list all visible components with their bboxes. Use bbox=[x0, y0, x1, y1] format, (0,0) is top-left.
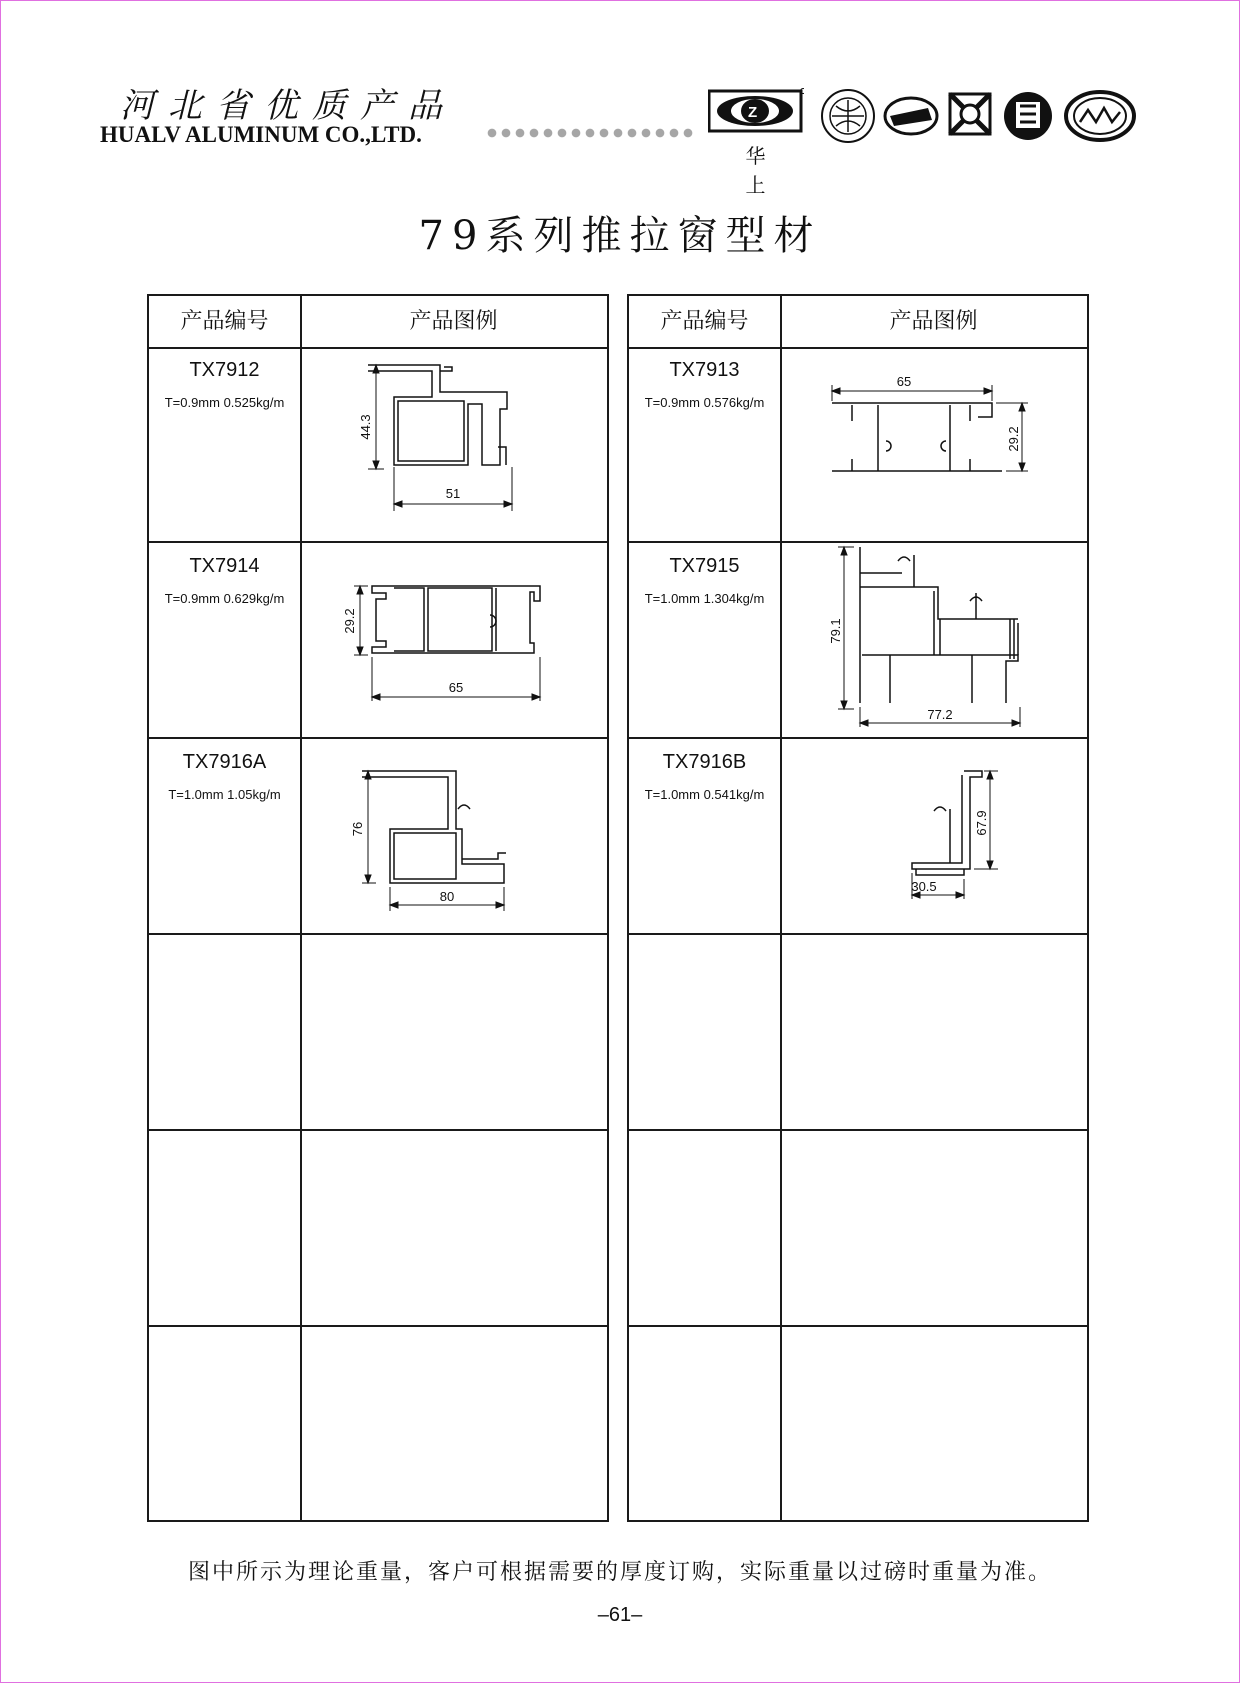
product-code: TX7915 bbox=[669, 555, 740, 577]
dimension-width: 80 bbox=[439, 889, 455, 904]
table-row bbox=[629, 1131, 1087, 1327]
table-row bbox=[629, 543, 1087, 739]
table-header bbox=[629, 296, 1087, 349]
product-spec: T=0.9mm 0.576kg/m bbox=[644, 395, 765, 410]
brand-logo bbox=[708, 88, 813, 197]
table-row bbox=[629, 739, 1087, 935]
header-product-code: 产品编号 bbox=[180, 309, 269, 334]
dimension-height: 29.2 bbox=[342, 608, 357, 634]
table-row bbox=[629, 1327, 1087, 1523]
product-code: TX7916B bbox=[662, 751, 747, 773]
product-spec: T=1.0mm 1.05kg/m bbox=[168, 787, 281, 802]
header-product-figure: 产品图例 bbox=[889, 309, 978, 334]
company-name: HUALV ALUMINUM CO.,LTD. bbox=[100, 122, 422, 147]
weight-disclaimer: 图中所示为理论重量，客户可根据需要的厚度订购，实际重量以过磅时重量为准。 bbox=[187, 1560, 1052, 1585]
product-table-left bbox=[147, 294, 609, 1522]
globe-seal-icon bbox=[822, 90, 874, 142]
header-product-code: 产品编号 bbox=[660, 309, 749, 334]
dimension-height: 76 bbox=[350, 821, 365, 837]
product-spec: T=1.0mm 1.304kg/m bbox=[644, 591, 765, 606]
dimension-width: 51 bbox=[445, 486, 461, 501]
table-row bbox=[149, 347, 607, 543]
hualv-logo-icon bbox=[708, 88, 804, 134]
dimension-height: 79.1 bbox=[828, 618, 843, 644]
table-header bbox=[149, 296, 607, 349]
quality-mark-icon bbox=[885, 98, 937, 134]
product-spec: T=0.9mm 0.629kg/m bbox=[164, 591, 285, 606]
dimension-height: 67.9 bbox=[974, 810, 989, 836]
table-row bbox=[149, 1327, 607, 1523]
product-spec: T=0.9mm 0.525kg/m bbox=[164, 395, 285, 410]
dimension-width: 65 bbox=[448, 680, 464, 695]
profile-drawing-tx7912 bbox=[302, 347, 607, 541]
product-code: TX7914 bbox=[189, 555, 260, 577]
svg-text:Z: Z bbox=[748, 104, 758, 121]
product-code: TX7913 bbox=[669, 359, 740, 381]
header-product-figure: 产品图例 bbox=[409, 309, 498, 334]
table-row bbox=[149, 935, 607, 1131]
header-dot-divider bbox=[485, 126, 695, 140]
dimension-height: 29.2 bbox=[1006, 426, 1021, 452]
table-row bbox=[149, 543, 607, 739]
dimension-width: 30.5 bbox=[911, 879, 937, 894]
profile-drawing-tx7916a bbox=[302, 739, 607, 933]
certification-badges bbox=[818, 88, 1142, 148]
product-code: TX7916A bbox=[182, 751, 267, 773]
header-title-cn: 河北省优质产品 bbox=[120, 86, 456, 126]
page-title: 79系列推拉窗型材 bbox=[418, 213, 822, 259]
cross-knot-icon bbox=[950, 94, 990, 134]
page-number: –61– bbox=[597, 1604, 643, 1626]
table-row bbox=[149, 739, 607, 935]
dimension-width: 65 bbox=[896, 374, 912, 389]
hebei-quality-seal-icon bbox=[1066, 92, 1134, 140]
dimension-width: 77.2 bbox=[927, 707, 953, 722]
table-row bbox=[149, 1131, 607, 1327]
profile-drawing-tx7913 bbox=[782, 347, 1087, 541]
profile-drawing-tx7914 bbox=[302, 543, 607, 737]
profile-drawing-tx7916b bbox=[782, 739, 1087, 933]
dimension-height: 44.3 bbox=[358, 414, 373, 440]
product-table-right bbox=[627, 294, 1089, 1522]
award-emblem-icon bbox=[1004, 92, 1052, 140]
product-spec: T=1.0mm 0.541kg/m bbox=[644, 787, 765, 802]
product-code: TX7912 bbox=[189, 359, 260, 381]
table-row bbox=[629, 935, 1087, 1131]
brand-name-cn: 华 上 bbox=[745, 144, 796, 197]
profile-drawing-tx7915 bbox=[782, 543, 1087, 737]
table-row bbox=[629, 347, 1087, 543]
